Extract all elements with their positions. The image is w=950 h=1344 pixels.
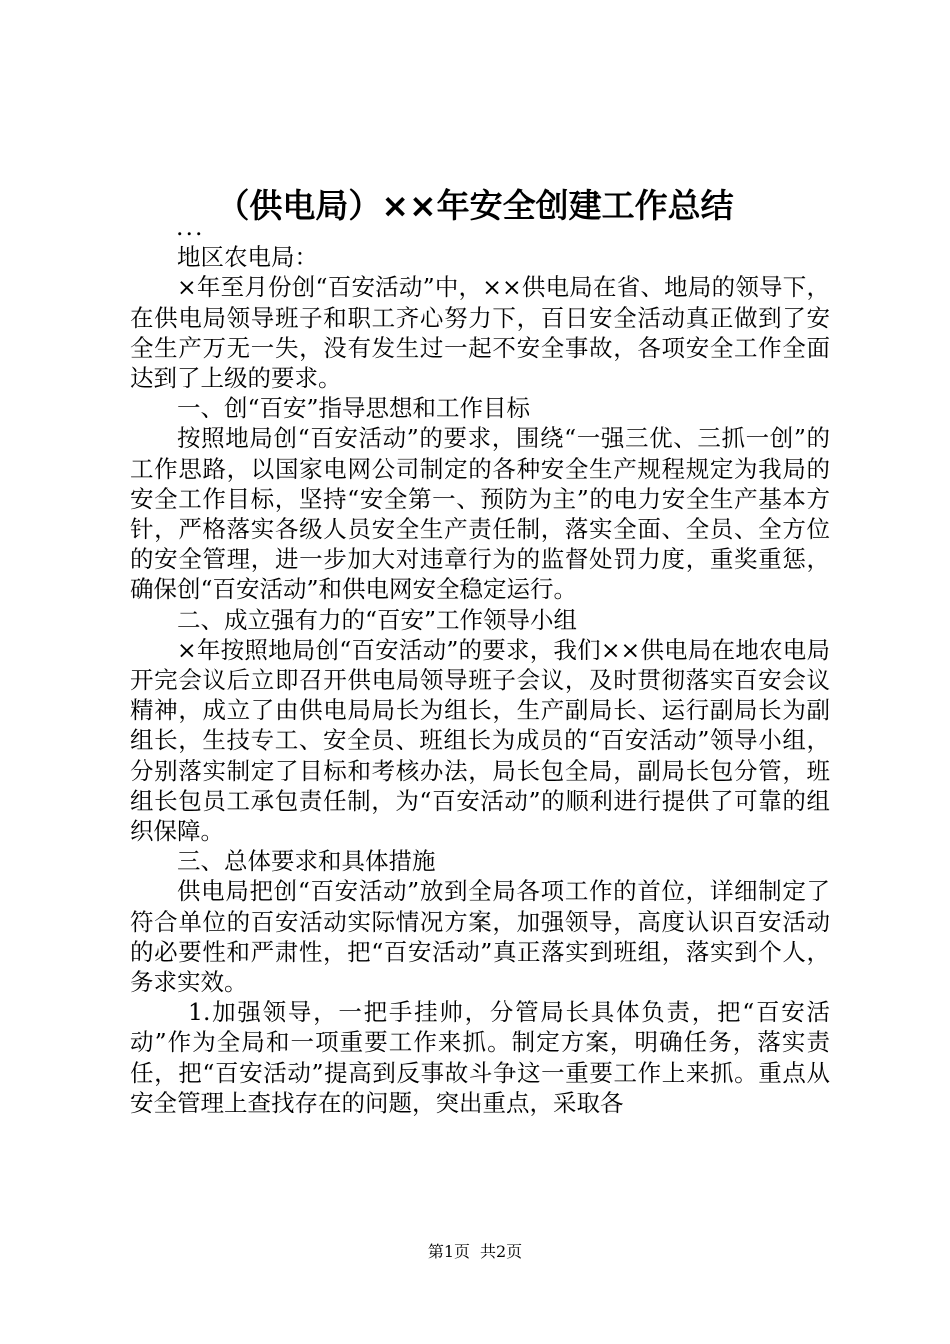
section-heading-1: 一、创“百安”指导思想和工作目标	[177, 394, 531, 423]
section-heading-3: 三、总体要求和具体措施	[177, 847, 436, 876]
paragraph-section-3: 供电局把创“百安活动”放到全局各项工作的首位，详细制定了符合单位的百安活动实际情况方案，加强领导，高度认识百安活动的必要性和严肃性，把“百安活动”真正落实到班组，落实到个人，务求实效。	[130, 877, 830, 997]
paragraph-item-1: 1.加强领导，一把手挂帅，分管局长具体负责，把“百安活动”作为全局和一项重要工作来抓。制定方案，明确任务，落实责任，把“百安活动”提高到反事故斗争这一重要工作上来抓。重点从安全管理上查找存在的问题，突出重点，采取各	[130, 998, 830, 1117]
paragraph-intro: ×年至月份创“百安活动”中，××供电局在省、地局的领导下，在供电局领导班子和职工齐心努力下，百日安全活动真正做到了安全生产万无一失，没有发生过一起不安全事故，各项安全工作全面达到了上级的要求。	[130, 273, 830, 393]
document-body	[130, 212, 830, 1118]
paragraph-section-2: ×年按照地局创“百安活动”的要求，我们××供电局在地农电局开完会议后立即召开供电局领导班子会议，及时贯彻落实百安会议精神，成立了由供电局局长为组长，生产副局长、运行副局长为副组长，生技专工、安全员、班组长为成员的“百安活动”领导小组，分别落实制定了目标和考核办法，局长包全局，副局长包分管，班组长包员工承包责任制，为“百安活动”的顺利进行提供了可靠的组织保障。	[130, 635, 830, 846]
ellipsis-line: ...	[176, 213, 205, 241]
page-footer	[0, 1242, 950, 1262]
section-heading-2: 二、成立强有力的“百安”工作领导小组	[177, 605, 578, 634]
document-title: （供电局）××年安全创建工作总结	[216, 186, 734, 225]
page-number: 第1页	[427, 1242, 470, 1261]
paragraph-section-1: 按照地局创“百安活动”的要求，围绕“一强三优、三抓一创”的工作思路，以国家电网公司制定的各种安全生产规程规定为我局的安全工作目标，坚持“安全第一、预防为主”的电力安全生产基本方针，严格落实各级人员安全生产责任制，落实全面、全员、全方位的安全管理，进一步加大对违章行为的监督处罚力度，重奖重惩，确保创“百安活动”和供电网安全稳定运行。	[130, 424, 830, 604]
salutation: 地区农电局：	[177, 243, 318, 272]
page-total: 共2页	[480, 1242, 523, 1261]
